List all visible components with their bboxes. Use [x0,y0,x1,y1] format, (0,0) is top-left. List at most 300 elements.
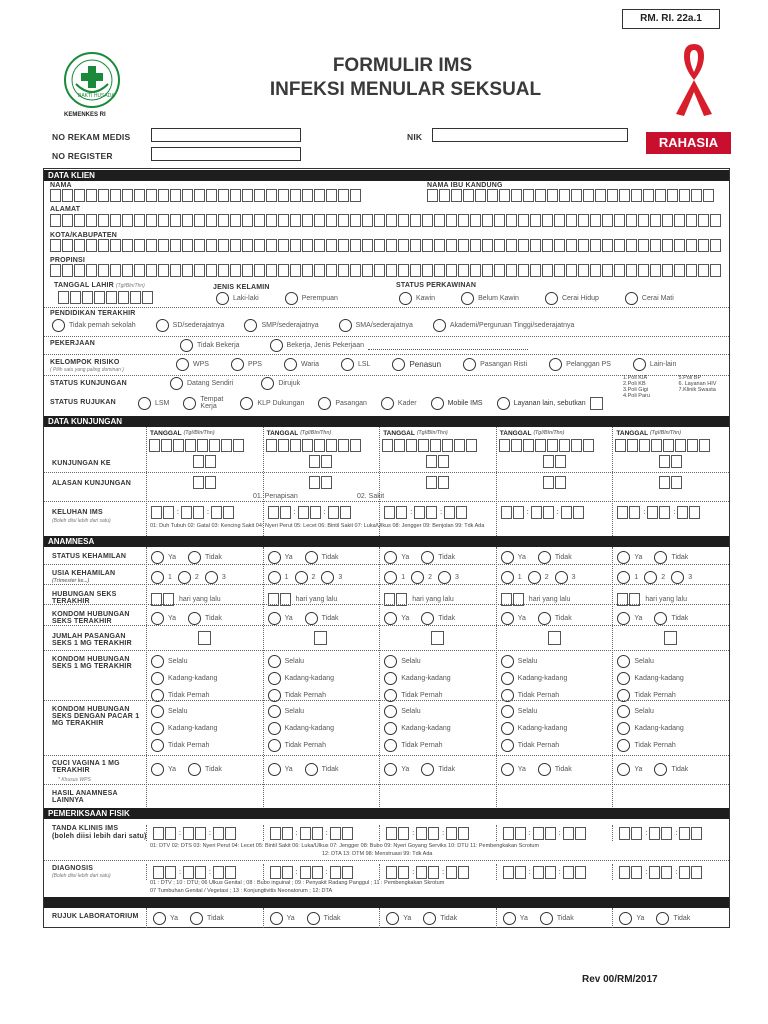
input-box[interactable] [559,439,570,452]
char-box[interactable] [542,264,553,277]
rujuk-lab-row[interactable] [146,908,729,928]
char-box[interactable] [398,214,409,227]
char-box[interactable] [326,214,337,227]
char-box[interactable] [158,189,169,202]
code[interactable] [213,866,237,879]
kondom-1mg-group[interactable] [384,655,450,702]
char-box[interactable] [386,214,397,227]
ya[interactable] [501,551,526,564]
kondom-opt-radio[interactable] [501,655,514,668]
kondom-pacar-group[interactable] [501,705,567,752]
kk[interactable] [309,455,333,468]
input-box[interactable] [268,506,279,519]
char-box[interactable] [470,239,481,252]
tidak-radio[interactable] [654,551,667,564]
pekerjaan-options[interactable]: Tidak Bekerja Bekerja, Jenis Pekerjaan [180,339,528,352]
char-box[interactable] [638,239,649,252]
char-box[interactable] [242,214,253,227]
input-box[interactable] [153,866,164,879]
kondom-hub-row[interactable] [384,612,455,625]
tidak-radio[interactable] [421,763,434,776]
kondom-opt[interactable] [501,672,567,685]
char-box[interactable] [602,239,613,252]
char-box[interactable] [74,239,85,252]
char-box[interactable] [230,214,241,227]
char-box[interactable] [650,214,661,227]
char-box[interactable] [278,189,289,202]
ya-radio[interactable] [151,551,164,564]
ya[interactable] [384,763,409,776]
kondom-opt[interactable] [384,722,450,735]
input-box[interactable] [659,455,670,468]
input-box[interactable] [340,506,351,519]
kondom-opt[interactable] [501,655,567,668]
char-box[interactable] [266,239,277,252]
input-box[interactable] [687,439,698,452]
sp-options[interactable]: Kawin Belum Kawin Cerai Hidup Cerai Mati [399,292,674,305]
kondom-1mg-group[interactable] [268,655,334,702]
char-box[interactable] [290,189,301,202]
char-box[interactable] [386,264,397,277]
char-box[interactable] [451,189,462,202]
input-box[interactable] [535,439,546,452]
char-box[interactable] [254,264,265,277]
input-box[interactable] [691,866,702,879]
char-box[interactable] [446,264,457,277]
char-box[interactable] [530,214,541,227]
code[interactable] [416,827,440,840]
tidak-radio[interactable] [538,612,551,625]
trimester-1-radio[interactable] [384,571,397,584]
kondom-hub-row[interactable] [501,612,572,625]
char-box[interactable] [230,189,241,202]
char-box[interactable] [206,239,217,252]
input-box[interactable] [183,827,194,840]
box-group[interactable] [379,825,496,841]
char-box[interactable] [146,239,157,252]
char-box[interactable] [530,264,541,277]
trimester-3-radio[interactable] [555,571,568,584]
kondom-opt[interactable] [617,705,683,718]
jumlah-row[interactable] [380,631,496,645]
alasan-boxes[interactable] [497,476,613,489]
char-box[interactable] [398,239,409,252]
char-box[interactable] [194,239,205,252]
nama-boxes[interactable] [50,189,362,202]
tidak-radio[interactable] [421,612,434,625]
tidak[interactable] [307,912,341,925]
tidak[interactable] [421,612,455,625]
input-box[interactable] [338,439,349,452]
no-rekam-input[interactable] [151,128,301,142]
input-box[interactable] [225,827,236,840]
ya[interactable] [151,612,176,625]
input-box[interactable] [426,455,437,468]
input-box[interactable] [466,439,477,452]
char-box[interactable] [559,189,570,202]
visit-date-boxes[interactable] [613,439,729,452]
char-box[interactable] [475,189,486,202]
char-box[interactable] [547,189,558,202]
tidak[interactable] [654,612,688,625]
char-box[interactable] [158,264,169,277]
ya-radio[interactable] [503,912,516,925]
input-box[interactable] [446,866,457,879]
char-box[interactable] [254,189,265,202]
kl[interactable] [151,506,175,519]
char-box[interactable] [482,264,493,277]
al[interactable] [543,476,567,489]
input-box[interactable] [270,866,281,879]
jumlah-box[interactable] [198,631,211,645]
input-box[interactable] [629,506,640,519]
kunjungan-ke-boxes[interactable] [613,455,729,468]
char-box[interactable] [110,214,121,227]
trimester-row[interactable] [151,571,226,584]
input-box[interactable] [278,439,289,452]
ya[interactable] [503,912,528,925]
char-box[interactable] [98,239,109,252]
trimester-3[interactable] [205,571,226,584]
kondom-opt-radio[interactable] [268,739,281,752]
input-box[interactable] [193,476,204,489]
code[interactable] [619,866,643,879]
input-box[interactable] [446,827,457,840]
kondom-pacar-group[interactable] [151,705,217,752]
cuci-row[interactable] [617,763,688,776]
tidak[interactable] [188,763,222,776]
char-box[interactable] [487,189,498,202]
input-box[interactable] [659,476,670,489]
kondom-opt-radio[interactable] [501,722,514,735]
tidak-radio[interactable] [423,912,436,925]
ya[interactable] [153,912,178,925]
input-box[interactable] [515,827,526,840]
char-box[interactable] [674,264,685,277]
cuci-row[interactable] [268,763,339,776]
code[interactable] [416,866,440,879]
char-box[interactable] [650,239,661,252]
alamat-boxes[interactable] [50,214,722,227]
char-box[interactable] [434,239,445,252]
input-box[interactable] [328,506,339,519]
char-box[interactable] [578,214,589,227]
input-box[interactable] [631,866,642,879]
char-box[interactable] [58,291,69,304]
input-box[interactable] [533,866,544,879]
input-box[interactable] [149,439,160,452]
ya[interactable] [151,763,176,776]
input-box[interactable] [583,439,594,452]
trimester-1[interactable] [151,571,172,584]
kondom-opt-radio[interactable] [617,739,630,752]
code[interactable] [563,866,587,879]
input-box[interactable] [428,827,439,840]
rujuk-options[interactable] [263,908,380,928]
char-box[interactable] [686,264,697,277]
code[interactable] [533,866,557,879]
char-box[interactable] [422,214,433,227]
code[interactable] [300,866,324,879]
char-box[interactable] [122,264,133,277]
input-box[interactable] [384,506,395,519]
input-box[interactable] [185,439,196,452]
tidak-radio[interactable] [421,551,434,564]
alasan-boxes[interactable] [380,476,496,489]
char-box[interactable] [158,214,169,227]
ya-radio[interactable] [619,912,632,925]
code[interactable] [446,866,470,879]
jumlah-row[interactable] [264,631,380,645]
char-box[interactable] [218,189,229,202]
trimester-2[interactable] [178,571,199,584]
kondom-hub-row[interactable] [151,612,222,625]
char-box[interactable] [698,264,709,277]
char-box[interactable] [134,264,145,277]
input-box[interactable] [321,455,332,468]
tidak-radio[interactable] [190,912,203,925]
date-boxes[interactable] [615,439,711,452]
input-box[interactable] [195,827,206,840]
input-box[interactable] [394,439,405,452]
char-box[interactable] [434,264,445,277]
char-box[interactable] [602,214,613,227]
trimester-row[interactable] [501,571,576,584]
char-box[interactable] [590,264,601,277]
jumlah-box[interactable] [314,631,327,645]
char-box[interactable] [50,214,61,227]
kondom-opt[interactable] [617,739,683,752]
char-box[interactable] [422,264,433,277]
char-box[interactable] [74,214,85,227]
code[interactable] [270,866,294,879]
input-box[interactable] [456,506,467,519]
input-box[interactable] [312,827,323,840]
input-box[interactable] [205,455,216,468]
rujuk-options[interactable] [146,908,263,928]
char-box[interactable] [254,214,265,227]
kondom-opt-radio[interactable] [501,672,514,685]
code[interactable] [533,827,557,840]
sr-options[interactable]: LSM Tempat Kerja KLP Dukungan Pasangan Kader Mobile IMS Layanan lain, sebutkan [138,396,604,410]
char-box[interactable] [302,264,313,277]
kondom-opt[interactable] [268,722,334,735]
kondom-1mg-group[interactable] [617,655,683,702]
input-box[interactable] [386,866,397,879]
kondom-pacar-group[interactable] [268,705,334,752]
jumlah-row[interactable] [497,631,613,645]
nama-ibu-boxes[interactable] [427,189,715,202]
alasan-boxes[interactable] [264,476,380,489]
input-box[interactable] [396,506,407,519]
input-box[interactable] [573,506,584,519]
visit-date-boxes[interactable] [147,439,263,452]
jumlah-row[interactable] [147,631,263,645]
code[interactable] [446,827,470,840]
code[interactable] [679,866,703,879]
input-box[interactable] [531,506,542,519]
code[interactable] [679,827,703,840]
input-box[interactable] [430,439,441,452]
input-box[interactable] [309,455,320,468]
input-box[interactable] [647,506,658,519]
ya[interactable] [617,763,642,776]
input-box[interactable] [213,866,224,879]
ya[interactable] [151,551,176,564]
input-box[interactable] [205,476,216,489]
kl[interactable] [268,506,292,519]
kl[interactable] [328,506,352,519]
cuci-row[interactable] [151,763,222,776]
char-box[interactable] [130,291,141,304]
char-box[interactable] [362,214,373,227]
char-box[interactable] [446,239,457,252]
input-box[interactable] [663,439,674,452]
tidak[interactable] [538,551,572,564]
char-box[interactable] [230,239,241,252]
char-box[interactable] [242,264,253,277]
jk-options[interactable] [216,292,338,305]
code[interactable] [330,866,354,879]
kondom-opt[interactable] [151,705,217,718]
input-box[interactable] [211,506,222,519]
trimester-row[interactable] [384,571,459,584]
no-register-input[interactable] [151,147,301,161]
char-box[interactable] [266,264,277,277]
char-box[interactable] [667,189,678,202]
code[interactable] [183,866,207,879]
char-box[interactable] [242,239,253,252]
al[interactable] [193,476,217,489]
ya[interactable] [617,551,642,564]
input-box[interactable] [406,439,417,452]
kl[interactable] [531,506,555,519]
kondom-opt[interactable] [384,655,450,668]
kk[interactable] [426,455,450,468]
char-box[interactable] [206,264,217,277]
char-box[interactable] [698,239,709,252]
ya[interactable] [619,912,644,925]
char-box[interactable] [614,214,625,227]
char-box[interactable] [302,239,313,252]
char-box[interactable] [463,189,474,202]
input-box[interactable] [426,476,437,489]
ya[interactable] [268,551,293,564]
input-box[interactable] [163,506,174,519]
trimester-row[interactable] [268,571,343,584]
char-box[interactable] [614,264,625,277]
kondom-opt-radio[interactable] [384,672,397,685]
char-box[interactable] [94,291,105,304]
char-box[interactable] [338,264,349,277]
kondom-opt[interactable] [151,672,217,685]
kondom-opt-radio[interactable] [501,739,514,752]
char-box[interactable] [494,239,505,252]
char-box[interactable] [314,264,325,277]
char-box[interactable] [86,189,97,202]
kondom-opt-radio[interactable] [384,739,397,752]
char-box[interactable] [619,189,630,202]
ya-radio[interactable] [384,612,397,625]
input-box[interactable] [661,866,672,879]
char-box[interactable] [338,214,349,227]
char-box[interactable] [86,214,97,227]
char-box[interactable] [518,239,529,252]
kondom-opt-radio[interactable] [268,655,281,668]
input-box[interactable] [266,439,277,452]
code[interactable] [619,827,643,840]
char-box[interactable] [643,189,654,202]
char-box[interactable] [326,189,337,202]
char-box[interactable] [278,239,289,252]
ya[interactable] [501,612,526,625]
input-box[interactable] [571,439,582,452]
input-box[interactable] [691,827,702,840]
char-box[interactable] [50,189,61,202]
ya-radio[interactable] [386,912,399,925]
char-box[interactable] [427,189,438,202]
char-box[interactable] [535,189,546,202]
input-box[interactable] [515,866,526,879]
char-box[interactable] [170,239,181,252]
kondom-opt-radio[interactable] [268,722,281,735]
tidak[interactable] [188,612,222,625]
code[interactable] [503,866,527,879]
input-box[interactable] [197,439,208,452]
trimester-3-radio[interactable] [205,571,218,584]
char-box[interactable] [314,214,325,227]
input-box[interactable] [270,827,281,840]
tidak-radio[interactable] [654,612,667,625]
char-box[interactable] [206,214,217,227]
input-box[interactable] [545,827,556,840]
tidak[interactable] [305,763,339,776]
input-box[interactable] [173,439,184,452]
input-box[interactable] [213,827,224,840]
char-box[interactable] [170,264,181,277]
char-box[interactable] [122,214,133,227]
char-box[interactable] [578,239,589,252]
input-box[interactable] [547,439,558,452]
char-box[interactable] [458,239,469,252]
char-box[interactable] [338,239,349,252]
input-box[interactable] [165,827,176,840]
char-box[interactable] [290,264,301,277]
input-box[interactable] [511,439,522,452]
box-group[interactable] [379,864,496,880]
trimester-3[interactable] [671,571,692,584]
tidak[interactable] [423,912,457,925]
code[interactable] [649,866,673,879]
kunjungan-ke-boxes[interactable] [497,455,613,468]
kondom-opt-radio[interactable] [617,672,630,685]
code[interactable] [270,827,294,840]
char-box[interactable] [86,239,97,252]
char-box[interactable] [74,189,85,202]
input-box[interactable] [350,439,361,452]
tidak[interactable] [538,612,572,625]
char-box[interactable] [655,189,666,202]
kondom-opt-radio[interactable] [151,739,164,752]
char-box[interactable] [98,214,109,227]
char-box[interactable] [230,264,241,277]
kondom-opt[interactable] [268,655,334,668]
ya[interactable] [386,912,411,925]
visit-date-boxes[interactable] [264,439,380,452]
code[interactable] [300,827,324,840]
kondom-opt[interactable] [384,672,450,685]
ya[interactable] [501,763,526,776]
